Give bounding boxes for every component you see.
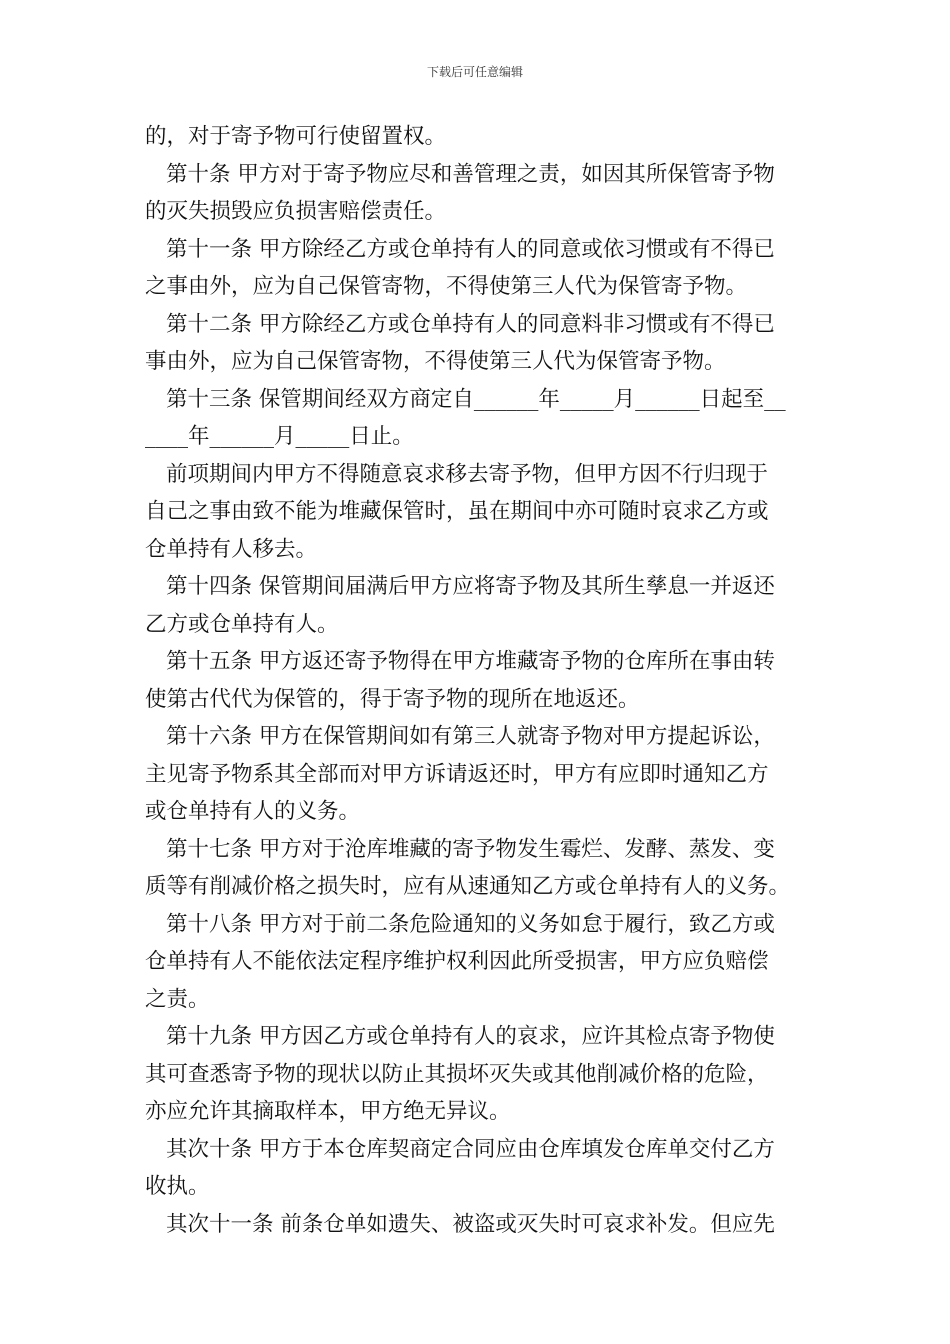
text-line: 第十六条 甲方在保管期间如有第三人就寄予物对甲方提起诉讼， <box>166 724 775 749</box>
text-line: 第十条 甲方对于寄予物应尽和善管理之责，如因其所保管寄予物 <box>166 161 775 187</box>
text-line: 质等有削减价格之损失时，应有从速通知乙方或仓单持有人的义务。 <box>145 874 791 899</box>
text-line: 乙方或仓单持有人。 <box>145 611 339 637</box>
text-line: 第十一条 甲方除经乙方或仓单持有人的同意或依习惯或有不得已 <box>166 236 775 262</box>
text-line: 事由外，应为自己保管寄物，不得使第三人代为保管寄予物。 <box>145 349 726 374</box>
text-line: 其可查悉寄予物的现状以防止其损坏灭失或其他削减价格的危险， <box>145 1061 769 1087</box>
text-line: 或仓单持有人的义务。 <box>145 799 361 824</box>
text-line: 仓单持有人移去。 <box>145 536 318 562</box>
text-line: 使第古代代为保管的，得于寄予物的现所在地返还。 <box>145 686 640 712</box>
text-line: 自己之事由致不能为堆藏保管时，虽在期间中亦可随时哀求乙方或 <box>145 499 769 524</box>
text-line: 其次十条 甲方于本仓库契商定合同应由仓库填发仓库单交付乙方 <box>166 1136 775 1162</box>
text-line: 第十二条 甲方除经乙方或仓单持有人的同意料非习惯或有不得已 <box>166 311 775 337</box>
text-line: 第十三条 保管期间经双方商定自______年_____月______日起至__ <box>166 386 786 412</box>
text-line: 其次十一条 前条仓单如遗失、被盗或灭失时可哀求补发。但应先 <box>166 1211 775 1237</box>
text-line: 第十八条 甲方对于前二条危险通知的义务如怠于履行，致乙方或 <box>166 911 775 937</box>
text-line: 第十四条 保管期间届满后甲方应将寄予物及其所生孳息一并返还 <box>166 574 775 599</box>
text-line: 主见寄予物系其全部而对甲方诉请返还时，甲方有应即时通知乙方 <box>145 761 769 787</box>
text-line: 收执。 <box>145 1174 210 1199</box>
text-line: 的，对于寄予物可行使留置权。 <box>145 124 447 149</box>
text-line: 的灭失损毁应负损害赔偿责任。 <box>145 199 447 224</box>
text-line: 前项期间内甲方不得随意哀求移去寄予物，但甲方因不行归现于 <box>166 461 769 487</box>
text-line: 亦应允许其摘取样本，甲方绝无异议。 <box>145 1099 511 1124</box>
text-line: 第十七条 甲方对于沧库堆藏的寄予物发生霉烂、发酵、蒸发、变 <box>166 836 775 862</box>
text-line: 之事由外，应为自己保管寄物，不得使第三人代为保管寄予物。 <box>145 274 748 299</box>
text-line: 之责。 <box>145 986 210 1012</box>
text-line: 第十九条 甲方因乙方或仓单持有人的哀求，应许其检点寄予物使 <box>166 1024 775 1049</box>
text-line: 仓单持有人不能依法定程序维护权利因此所受损害，甲方应负赔偿 <box>145 949 769 974</box>
text-line: ____年______月_____日止。 <box>145 424 414 449</box>
document-body <box>145 118 809 1243</box>
text-line: 第十五条 甲方返还寄予物得在甲方堆藏寄予物的仓库所在事由转 <box>166 649 775 674</box>
text-block <box>145 118 809 1243</box>
page-header: 下载后可任意编辑 <box>426 65 523 79</box>
